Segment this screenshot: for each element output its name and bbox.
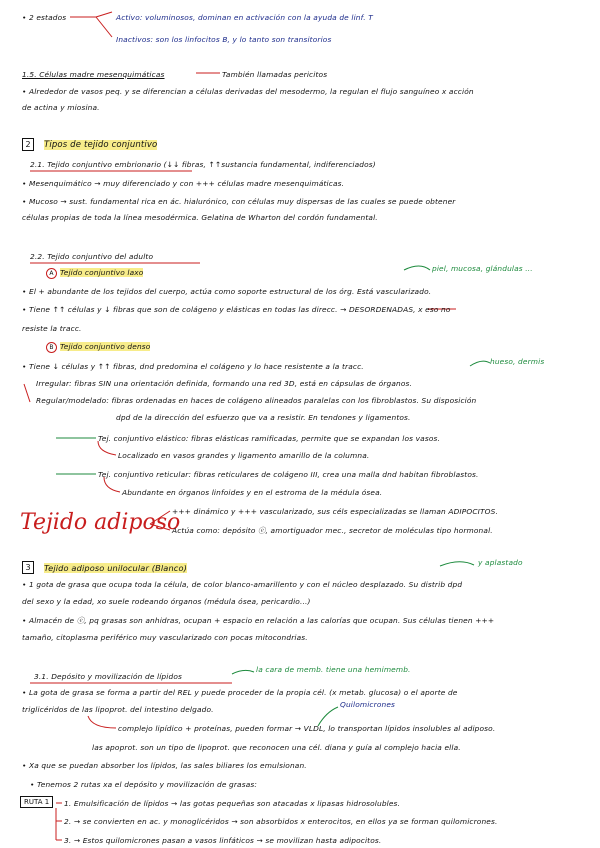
text-line-inactivos: Inactivos: son los linfocitos B, y lo tanto son transitorios [116, 35, 332, 44]
arrow-estados-inactivo [96, 17, 112, 37]
text-line: triglicéridos de las lipoprot. del intestino delgado. [22, 705, 214, 714]
subheading-celulas-madre: 1.5. Células madre mesenquimáticas [22, 70, 165, 79]
ruta-step-2: 2. → se convierten en ac. y monoglicéridos → son absorbidos x enterocitos, en ellos ya se forman quilomicrones. [64, 817, 498, 826]
side-note-piel: piel, mucosa, glándulas ... [432, 264, 533, 273]
text-line: del sexo y la edad, xo suele rodeando órganos (médula ósea, pericardio...) [22, 597, 311, 606]
text-line: complejo lipídico + proteínas, pueden formar → VLDL, lo transportan lípidos insolubles al adiposo. [118, 724, 496, 733]
text-line: Localizado en vasos grandes y ligamento amarillo de la columna. [118, 451, 370, 460]
ruta-step-1: 1. Emulsificación de lípidos → las gotas pequeñas son atacadas x lipasas hidrosolubles. [64, 799, 401, 808]
section-number-box: 3 [22, 561, 34, 574]
circle-label: B [46, 342, 57, 353]
arrow-complejo [88, 716, 116, 728]
text-line: • Tenemos 2 rutas xa el depósito y movilización de grasas: [30, 780, 258, 789]
text-line-pericitos: También llamadas pericitos [222, 70, 328, 79]
text-line: +++ dinámico y +++ vascularizado, sus céls especializadas se llaman ADIPOCITOS. [172, 507, 498, 516]
text-line-regular: Regular/modelado: fibras ordenadas en haces de colágeno alineados paralelas con los fibroblastos. Su disposición [36, 396, 477, 405]
text-line-elastico: Tej. conjuntivo elástico: fibras elásticas ramificadas, permite que se expandan los vasos. [98, 434, 440, 443]
text-line: • El + abundante de los tejidos del cuerpo, actúa como soporte estructural de los órg. Está vascularizado. [22, 287, 432, 296]
text-line: • Tiene ↑↑ células y ↓ fibras que son de colágeno y elásticas en todas las direcc. → DESORDENADAS, x eso no [22, 305, 451, 314]
text-line: • Tiene ↓ células y ↑↑ fibras, dnd predomina el colágeno y lo hace resistente a la tracc. [22, 362, 364, 371]
text-line: tamaño, citoplasma periférico muy vascularizado con pocas mitocondrias. [22, 633, 308, 642]
section-heading-unilocular: Tejido adiposo unilocular (Blanco) [44, 563, 187, 573]
arrow-hueso [470, 361, 490, 366]
side-note-hueso: hueso, dermis [490, 357, 545, 366]
subheading-laxo: A Tejido conjuntivo laxo [46, 268, 143, 279]
text-line: • Almacén de ⓔ, pq grasas son anhidras, ocupan + espacio en relación a las calorías que ocupan. Sus células tienen +++ [22, 616, 495, 625]
section-heading-tipos: Tipos de tejido conjuntivo [44, 140, 158, 150]
side-note-quilomicrones: Quilomicrones [340, 700, 396, 709]
text-line-reticular: Tej. conjuntivo reticular: fibras reticulares de colágeno III, crea una malla dnd habitan fibroblastos. [98, 470, 479, 479]
text-line: dpd de la dirección del esfuerzo que va a resistir. En tendones y ligamentos. [116, 413, 411, 422]
text-line: células propias de toda la línea mesodérmica. Gelatina de Wharton del cordón fundamental. [22, 213, 378, 222]
subheading-embrionario: 2.1. Tejido conjuntivo embrionario (↓↓ fibras, ↑↑sustancia fundamental, indiferenciados) [30, 160, 376, 169]
text-line: • 2 estados [22, 13, 67, 22]
text-line: • Mesenquimático → muy diferenciado y con +++ células madre mesenquimáticas. [22, 179, 345, 188]
text-line-irregular: Irregular: fibras SIN una orientación definida, formando una red 3D, está en cápsulas de órganos. [36, 379, 413, 388]
arrow-piel [404, 266, 430, 270]
text-line: Actúa como: depósito ⓔ, amortiguador mec., secretor de moléculas tipo hormonal. [172, 526, 493, 535]
text-line: • Alrededor de vasos peq. y se diferencian a células derivadas del mesodermo, la regulan el flujo sanguíneo x acción [22, 87, 474, 96]
arrow-regular [24, 384, 30, 402]
text-line: • Xa que se puedan absorber los lípidos, las sales biliares los emulsionan. [22, 761, 307, 770]
arrow-hemimemb [232, 670, 254, 674]
arrow-aplastado [440, 562, 474, 566]
subheading-adulto: 2.2. Tejido conjuntivo del adulto [30, 252, 154, 261]
title-tejido-adiposo: Tejido adiposo [20, 510, 181, 535]
ruta-step-3: 3. → Estos quilomicrones pasan a vasos linfáticos → se movilizan hasta adipocitos. [64, 836, 382, 845]
ruta-bracket [56, 803, 62, 840]
circle-label: A [46, 268, 57, 279]
arrow-estados-activo [70, 12, 112, 17]
text-line: resiste la tracc. [22, 324, 82, 333]
subheading-denso: B Tejido conjuntivo denso [46, 342, 150, 353]
section-number-box: 2 [22, 138, 34, 151]
side-note-aplastado: y aplastado [478, 558, 523, 567]
text-line: de actina y miosina. [22, 103, 100, 112]
text-line: • La gota de grasa se forma a partir del REL y puede proceder de la propia cél. (x metab. glucosa) o el aporte de [22, 688, 458, 697]
side-note-hemimemb: la cara de memb. tiene una hemimemb. [256, 665, 411, 674]
subheading-deposito: 3.1. Depósito y movilización de lípidos [34, 672, 182, 681]
text-line: • Mucoso → sust. fundamental rica en ác. hialurónico, con células muy dispersas de las cuales se puede obtener [22, 197, 456, 206]
text-line-activo: Activo: voluminosos, dominan en activación con la ayuda de linf. T [116, 13, 373, 22]
text-line: las apoprot. son un tipo de lipoprot. que reconocen una cél. diana y guía al complejo hacia ella. [92, 743, 461, 752]
text-line: Abundante en órganos linfoides y en el estroma de la médula ósea. [122, 488, 383, 497]
text-line: • 1 gota de grasa que ocupa toda la célula, de color blanco-amarillento y con el núcleo desplazado. Su distrib dpd [22, 580, 463, 589]
ruta-label: RUTA 1 [20, 796, 53, 808]
